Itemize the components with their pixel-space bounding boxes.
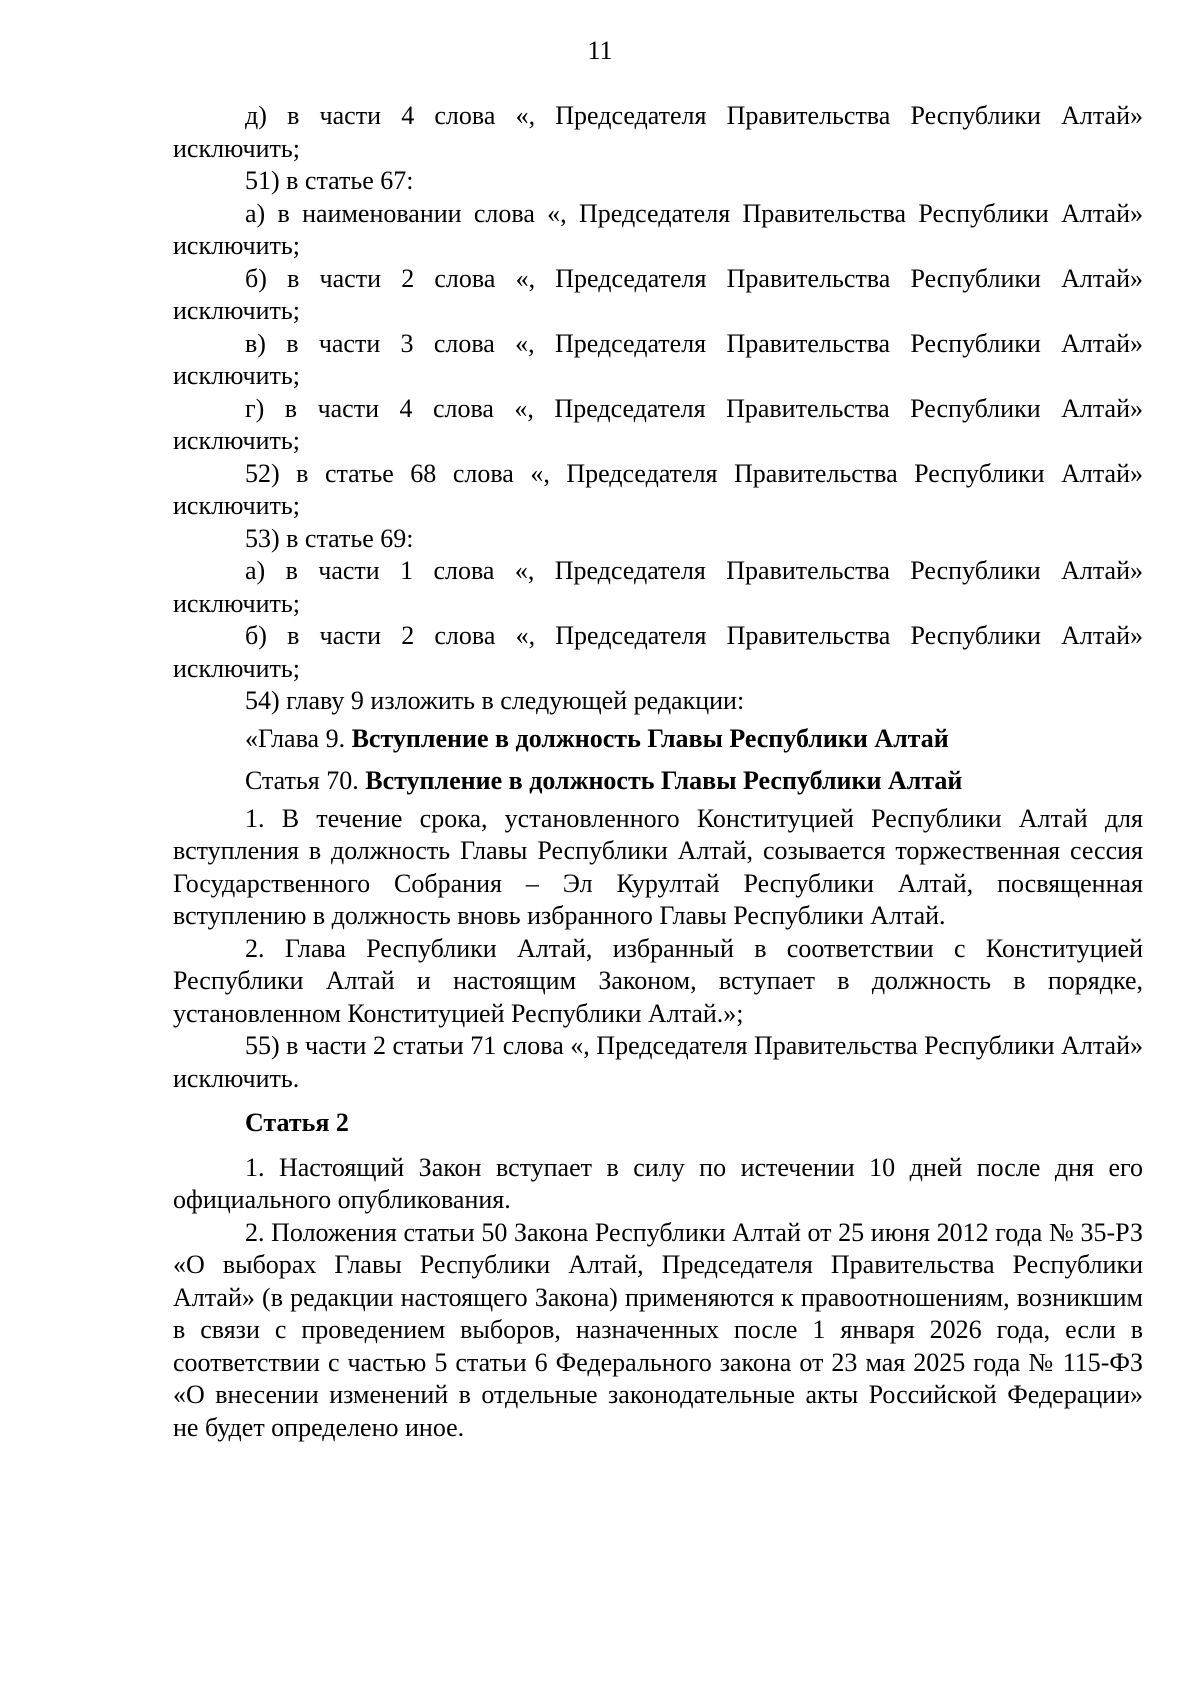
paragraph-item-55: 55) в части 2 статьи 71 слова «, Председателя Правительства Республики Алтай» исключить. — [173, 1031, 1143, 1093]
chapter-9-heading — [173, 723, 1143, 756]
paragraph-item-54: 54) главу 9 изложить в следующей редакции: — [245, 686, 745, 715]
paragraph-item-53a: а) в части 1 слова «, Председателя Правительства Республики Алтай» исключить; — [173, 556, 1143, 618]
article-70-prefix: Статья 70. — [245, 766, 366, 795]
chapter-9-title: Вступление в должность Главы Республики Алтай — [351, 723, 949, 753]
paragraph-item-51g: г) в части 4 слова «, Председателя Правительства Республики Алтай» исключить; — [173, 393, 1143, 455]
paragraph-item-51b: б) в части 2 слова «, Председателя Правительства Республики Алтай» исключить; — [173, 263, 1143, 325]
chapter-9-prefix: «Глава 9. — [245, 723, 352, 753]
article-70-heading — [173, 765, 1143, 798]
article-2-paragraph-1: 1. Настоящий Закон вступает в силу по истечении 10 дней после дня его официального опубликования. — [173, 1152, 1143, 1214]
article-70-paragraph-2: 2. Глава Республики Алтай, избранный в соответствии с Конституцией Республики Алтай и настоящим Законом, вступает в должность в порядке, установленном Конституцией Республики Алтай.»; — [173, 933, 1143, 1028]
paragraph-item-53b: б) в части 2 слова «, Председателя Правительства Республики Алтай» исключить; — [173, 621, 1143, 683]
article-2-paragraph-2: 2. Положения статьи 50 Закона Республики Алтай от 25 июня 2012 года № 35-РЗ «О выборах Главы Республики Алтай, Председателя Правительства Республики Алтай» (в редакции настоящего Закона) применяются к правоотношениям, возникшим в связи с проведением выборов, назначенных после 1 января 2026 года, если в соответствии с частью 5 статьи 6 Федерального закона от 23 мая 2025 года № 115-ФЗ «О внесении изменений в отдельные законодательные акты Российской Федерации» не будет определено иное. — [173, 1217, 1143, 1442]
paragraph-item-51v: в) в части 3 слова «, Председателя Правительства Республики Алтай» исключить; — [173, 328, 1143, 390]
paragraph-item-53: 53) в статье 69: — [245, 523, 414, 553]
article-70-paragraph-1: 1. В течение срока, установленного Конституцией Республики Алтай для вступления в должность Главы Республики Алтай, созывается торжественная сессия Государственного Собрания – Эл Курултай Республики Алтай, посвященная вступлению в должность вновь избранного Главы Республики Алтай. — [173, 803, 1143, 930]
paragraph-item-d-part4: д) в части 4 слова «, Председателя Правительства Республики Алтай» исключить; — [173, 101, 1143, 163]
article-2-heading: Статья 2 — [245, 1108, 349, 1137]
article-70-title: Вступление в должность Главы Республики Алтай — [365, 766, 963, 795]
paragraph-item-51: 51) в статье 67: — [245, 166, 414, 195]
page-number: 11 — [587, 36, 613, 65]
paragraph-item-52: 52) в статье 68 слова «, Председателя Правительства Республики Алтай» исключить; — [173, 458, 1143, 520]
document-body — [173, 100, 1143, 1444]
paragraph-item-51a: а) в наименовании слова «, Председателя Правительства Республики Алтай» исключить; — [173, 198, 1143, 260]
